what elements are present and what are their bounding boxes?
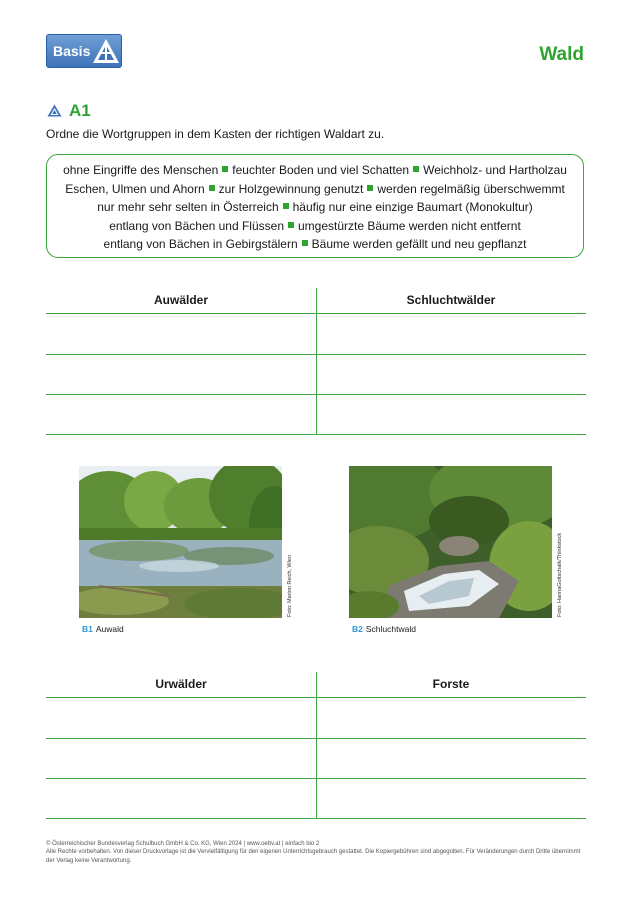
page-footer bbox=[46, 840, 586, 865]
table-row-line bbox=[46, 818, 586, 819]
word-group: umgestürzte Bäume werden nicht entfernt bbox=[298, 218, 521, 233]
caption-label: B1 bbox=[82, 624, 93, 634]
table-row-line bbox=[46, 434, 586, 435]
footer-copyright: © Österreichischer Bundesverlag Schulbuch GmbH & Co. KG, Wien 2024 | www.oebv.at | einfach bio 2 bbox=[46, 841, 320, 847]
word-group: feuchter Boden und viel Schatten bbox=[232, 163, 410, 177]
column-divider bbox=[316, 672, 317, 819]
caption-text: Auwald bbox=[95, 624, 124, 634]
photo-schluchtwald bbox=[349, 466, 552, 618]
triangle-level-icon bbox=[47, 104, 62, 117]
word-group: nur mehr sehr selten in Österreich bbox=[97, 200, 279, 215]
separator-square-icon bbox=[288, 222, 294, 228]
separator-square-icon bbox=[367, 185, 373, 191]
photo-caption bbox=[82, 624, 124, 634]
separator-square-icon bbox=[413, 166, 419, 172]
table-row-line bbox=[46, 313, 586, 314]
separator-square-icon bbox=[222, 166, 228, 172]
separator-square-icon bbox=[209, 185, 215, 191]
word-group: entlang von Bächen in Gebirgstälern bbox=[103, 237, 298, 252]
answer-table-2 bbox=[46, 672, 586, 820]
word-group: werden regelmäßig überschwemmt bbox=[377, 181, 565, 196]
photo-auwald bbox=[79, 466, 282, 618]
page-title: Wald bbox=[539, 44, 584, 65]
word-line bbox=[47, 198, 583, 217]
table-row-line bbox=[46, 697, 586, 698]
task-number: A1 bbox=[69, 101, 91, 120]
table-row-line bbox=[46, 778, 586, 779]
answer-table-1 bbox=[46, 288, 586, 436]
photo-credit: Foto: HannaGottschalk/Thinkstock bbox=[557, 532, 563, 617]
column-header-urwaelder: Urwälder bbox=[155, 677, 207, 691]
word-group: Eschen, Ulmen und Ahorn bbox=[65, 181, 205, 196]
photo-caption bbox=[352, 624, 416, 634]
word-line bbox=[47, 235, 583, 254]
separator-square-icon bbox=[302, 240, 308, 246]
word-group: häufig nur eine einzige Baumart (Monokultur) bbox=[292, 200, 533, 215]
column-header-schluchtwaelder: Schluchtwälder bbox=[406, 293, 496, 307]
column-divider bbox=[316, 288, 317, 435]
word-group: Bäume werden gefällt und neu gepflanzt bbox=[311, 237, 527, 252]
caption-label: B2 bbox=[352, 624, 363, 634]
logo-text: Basis bbox=[53, 43, 91, 59]
word-group: ohne Eingriffe des Menschen bbox=[63, 163, 219, 177]
table-row-line bbox=[46, 738, 586, 739]
task-instruction: Ordne die Wortgruppen in dem Kasten der richtigen Waldart zu. bbox=[46, 127, 385, 141]
caption-text: Schluchtwald bbox=[365, 624, 416, 634]
separator-square-icon bbox=[283, 203, 289, 209]
basis-logo bbox=[46, 34, 122, 68]
footer-rights: Alle Rechte vorbehalten. Von dieser Druckvorlage ist die Vervielfältigung für den eigenen Unterrichtsgebrauch gestattet. Die Kopiergebühren sind abgegolten. Für Veränderungen durch Dritte übernimmt der Verlag keine Verantwortung. bbox=[46, 849, 581, 864]
table-row-line bbox=[46, 394, 586, 395]
column-header-auwaelder: Auwälder bbox=[153, 293, 208, 307]
word-line bbox=[47, 180, 583, 199]
table-row-line bbox=[46, 354, 586, 355]
column-header-forste: Forste bbox=[432, 677, 470, 691]
word-group: entlang von Bächen und Flüssen bbox=[109, 218, 284, 233]
word-group: zur Holzgewinnung genutzt bbox=[218, 181, 364, 196]
word-box bbox=[46, 154, 584, 258]
word-group: Weichholz- und Hartholzau bbox=[423, 163, 567, 177]
logo-triangle-icon bbox=[91, 37, 121, 65]
photo-credit: Foto: Marion Reich, Wien bbox=[287, 554, 293, 617]
word-line bbox=[47, 161, 583, 180]
word-line bbox=[47, 217, 583, 236]
